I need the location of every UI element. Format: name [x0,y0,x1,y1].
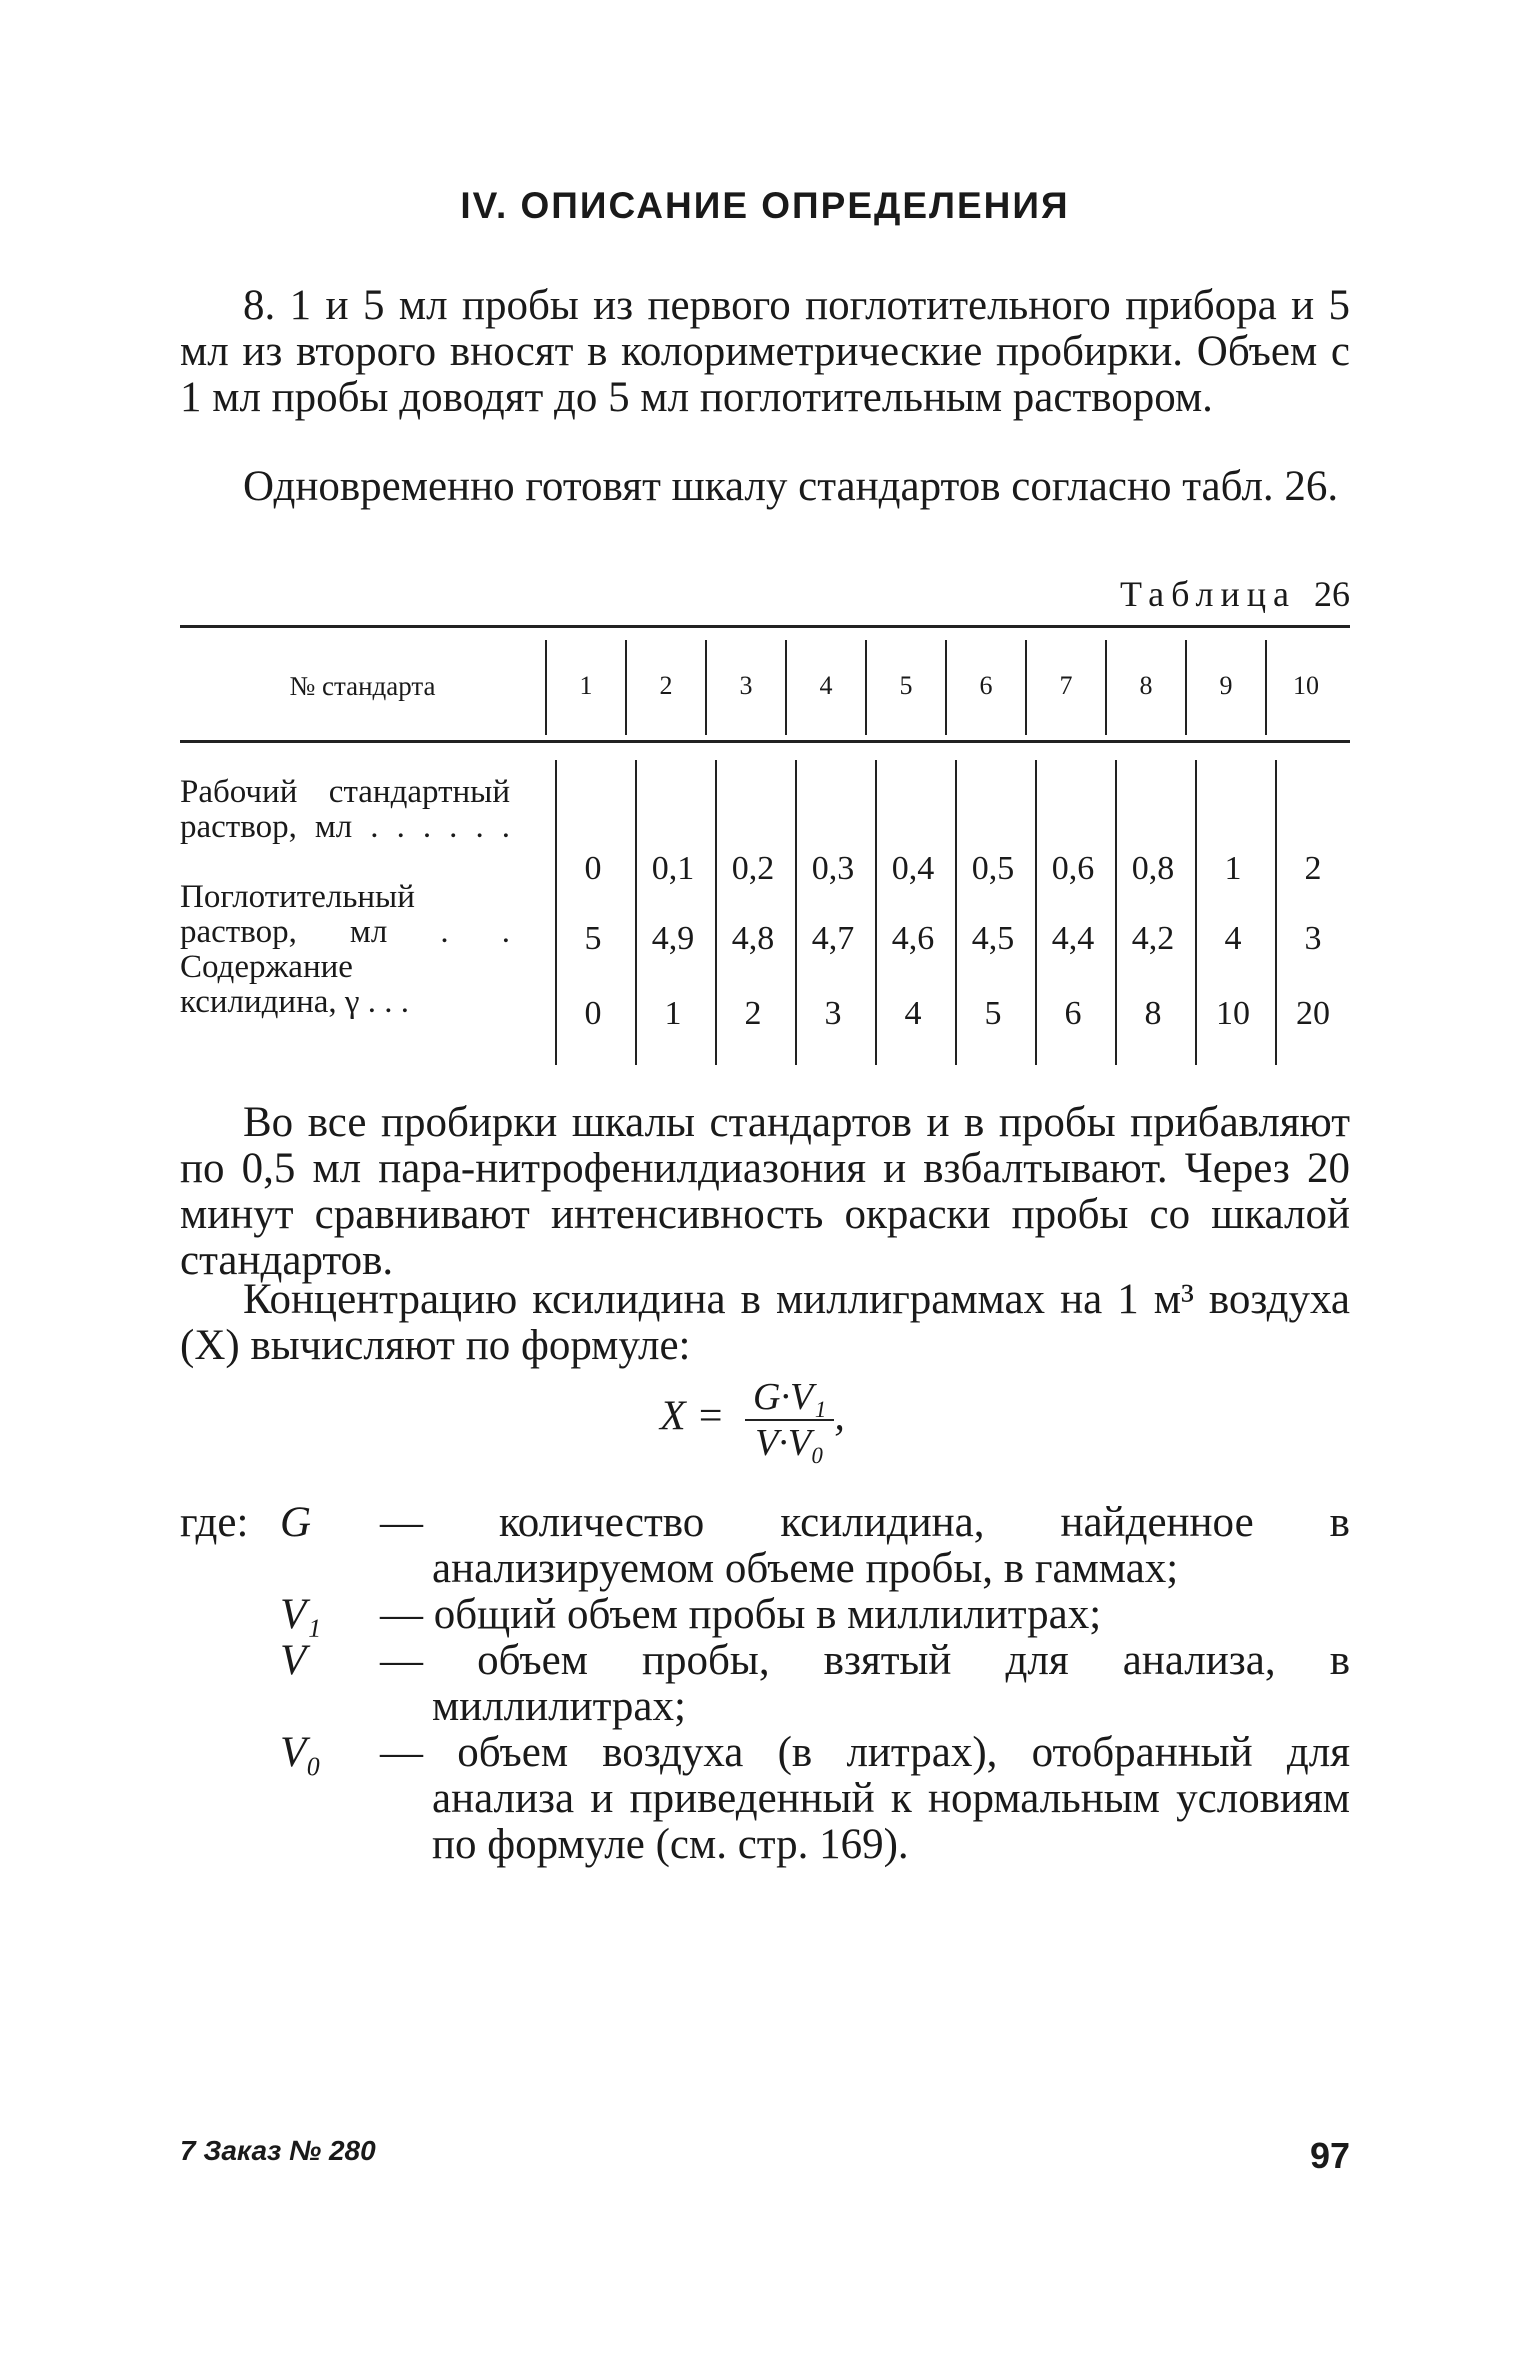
table-cell: 4 [904,995,922,1032]
table-cell: 3 [824,995,842,1032]
table-body-divider [715,760,717,1065]
definition-symbol: V₁ [280,1591,322,1638]
table-body-divider [1195,760,1197,1065]
table-cell: 5 [584,920,602,957]
table-cell: 0,8 [1131,850,1175,887]
table-cell: 4,7 [811,920,855,957]
table-header-column: 10 [1293,671,1319,700]
table-cell: 0 [584,995,602,1032]
table-row-label-1: Рабочий стандартный раствор, мл . . . . . . [180,774,510,845]
table-cell: 4,4 [1051,920,1095,957]
table-cell: 6 [1064,995,1082,1032]
definition-symbol: G [280,1499,312,1546]
table-cell: 4,8 [731,920,775,957]
table-header-column: 1 [579,671,593,700]
table-caption-word: Таблица [1120,574,1296,614]
definition-text: — количество ксилидина, найденное в анализируемом объеме пробы, в гаммах; [380,1499,1350,1592]
table-body-divider [635,760,637,1065]
table-top-rule [180,625,1350,628]
table-body-divider [955,760,957,1065]
page [180,0,1350,2361]
definition-text: — объем воздуха (в литрах), отобранный для анализа и приведенный к нормальным условиям по формуле (см. стр. 169). [380,1729,1350,1868]
formula [660,1375,845,1465]
table-body-divider [555,760,557,1065]
table-cell: 0,1 [651,850,695,887]
table-row-label-2: Поглотительный раствор, мл . . [180,879,510,950]
section-heading: IV. ОПИСАНИЕ ОПРЕДЕЛЕНИЯ [460,185,1070,226]
table-cell: 4,6 [891,920,935,957]
table-header-column: 9 [1219,671,1233,700]
table-cell: 4 [1224,920,1242,957]
table-body-divider [1115,760,1117,1065]
paragraph-3-text: Во все пробирки шкалы стандартов и в пробы прибавляют по 0,5 мл пара-нитрофенилдиазония и взбалтывают. Через 20 минут сравнивают интенсивность окраски пробы со шкалой стандартов. [180,1099,1350,1284]
table-header-column: 6 [979,671,993,700]
paragraph-4 [180,1277,1350,1369]
definition-symbol: V₀ [280,1729,322,1776]
table-row-label-3: Содержание ксилидина, γ . . . [180,949,409,1020]
table-cell: 1 [664,995,682,1032]
paragraph-2-text: Одновременно готовят шкалу стандартов согласно табл. 26. [243,463,1339,510]
paragraph-1-text: 8. 1 и 5 мл пробы из первого поглотительного прибора и 5 мл из второго вносят в колориметрические пробирки. Объем с 1 мл пробы доводят до 5 мл поглотительным раствором. [180,282,1350,421]
paragraph-4-text: Концентрацию ксилидина в миллиграммах на 1 м³ воздуха (X) вычисляют по формуле: [180,1276,1350,1369]
paragraph-1 [180,283,1350,421]
table-cell: 4,2 [1131,920,1175,957]
table-body-divider [1035,760,1037,1065]
table-header-column: 2 [659,671,673,700]
formula-numerator: G·V₁ [745,1375,834,1421]
table-caption [1120,573,1350,615]
table-cell: 0,4 [891,850,935,887]
table-cell: 2 [1304,850,1322,887]
table-header-rule [180,740,1350,743]
definitions-label: где: [180,1499,249,1546]
table-cell: 0,2 [731,850,775,887]
table-body-divider [1275,760,1277,1065]
footer-order: 7 Заказ № 280 [180,2135,376,2166]
table-header-label: № стандарта [289,671,436,701]
formula-denominator: V·V₀ [755,1422,825,1464]
table-cell: 20 [1296,995,1330,1032]
formula-fraction [745,1375,834,1465]
table-cell: 0,3 [811,850,855,887]
table-cell: 0 [584,850,602,887]
table-body-divider [875,760,877,1065]
table-header-column: 3 [739,671,753,700]
table-header-column: 5 [899,671,913,700]
table-cell: 8 [1144,995,1162,1032]
formula-comma: , [834,1393,845,1440]
table-cell: 2 [744,995,762,1032]
table-cell: 3 [1304,920,1322,957]
table-cell: 0,5 [971,850,1015,887]
table-cell: 5 [984,995,1002,1032]
definition-text: — общий объем пробы в миллилитрах; [380,1591,1102,1638]
definition-text: — объем пробы, взятый для анализа, в миллилитрах; [380,1637,1350,1730]
table-header-column: 4 [819,671,833,700]
table-cell: 4,9 [651,920,695,957]
table-body-divider [795,760,797,1065]
formula-lhs: X = [660,1393,725,1440]
table-header-column: 7 [1059,671,1073,700]
page-number: 97 [1309,2135,1350,2176]
table-cell: 0,6 [1051,850,1095,887]
table-caption-number: 26 [1314,574,1350,614]
table-cell: 1 [1224,850,1242,887]
table-cell: 4,5 [971,920,1015,957]
table-cell: 10 [1216,995,1250,1032]
paragraph-2 [180,464,1350,510]
table-header-column: 8 [1139,671,1153,700]
paragraph-3 [180,1100,1350,1284]
definition-symbol: V [280,1637,307,1684]
